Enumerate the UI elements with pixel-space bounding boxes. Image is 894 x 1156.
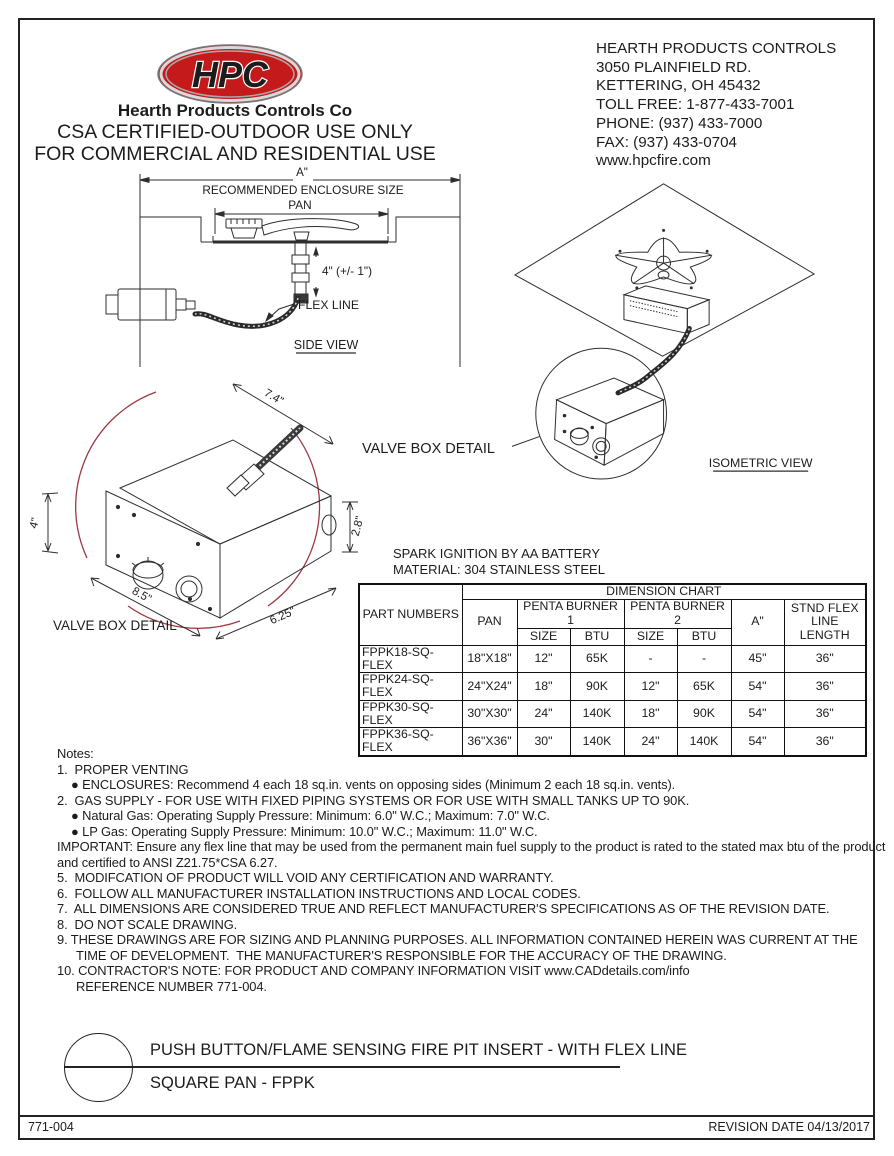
contact-line: PHONE: (937) 433-7000 xyxy=(596,114,763,132)
cell-a: 54" xyxy=(731,673,784,701)
contact-line: 3050 PLAINFIELD RD. xyxy=(596,58,752,76)
note-line: ● Natural Gas: Operating Supply Pressure: Minimum: 6.0" W.C.; Maximum: 7.0" W.C. xyxy=(71,808,550,823)
enclosure-size-label: RECOMMENDED ENCLOSURE SIZE xyxy=(202,183,404,197)
spark-line-1: SPARK IGNITION BY AA BATTERY xyxy=(393,546,601,561)
company-name: Hearth Products Controls Co xyxy=(117,101,353,120)
table-title: DIMENSION CHART xyxy=(462,584,866,599)
cell-a: 54" xyxy=(731,728,784,756)
spark-ignition-note xyxy=(393,546,605,577)
col-size-2: SIZE xyxy=(624,628,677,645)
cell-burner2-size: 24" xyxy=(624,728,677,756)
cell-a: 54" xyxy=(731,700,784,728)
valve-box-detail-title: VALVE BOX DETAIL xyxy=(53,618,177,633)
hpc-logo-icon xyxy=(155,42,305,106)
document-number: 771-004 xyxy=(28,1120,74,1134)
cell-pan: 18"X18" xyxy=(462,645,517,673)
note-line: IMPORTANT: Ensure any flex line that may be used from the permanent main fuel supply to the product is rated to the stated max btu of the product xyxy=(57,839,886,854)
col-btu-1: BTU xyxy=(570,628,624,645)
cell-a: 45" xyxy=(731,645,784,673)
note-line: and certified to ANSI Z21.75*CSA 6.27. xyxy=(57,854,278,870)
contact-block xyxy=(596,40,836,171)
note-line: ● ENCLOSURES: Recommend 4 each 18 sq.in. vents on opposing sides (Minimum 2 each 18 sq.in. vents). xyxy=(71,777,676,792)
cell-part-number: FPPK24-SQ-FLEX xyxy=(359,673,462,701)
contact-line: FAX: (937) 433-0704 xyxy=(596,133,737,151)
flex-line-label: FLEX LINE xyxy=(298,298,359,312)
note-line: 5. MODIFCATION OF PRODUCT WILL VOID ANY CERTIFICATION AND WARRANTY. xyxy=(57,870,554,885)
note-line: REFERENCE NUMBER 771-004. xyxy=(76,978,267,994)
col-penta-burner-2: PENTA BURNER 2 xyxy=(624,599,731,628)
note-line: 6. FOLLOW ALL MANUFACTURER INSTALLATION INSTRUCTIONS AND LOCAL CODES. xyxy=(57,885,581,901)
cell-burner1-btu: 90K xyxy=(570,673,624,701)
col-size-1: SIZE xyxy=(517,628,570,645)
footer-divider xyxy=(18,1115,875,1117)
contact-line: TOLL FREE: 1-877-433-7001 xyxy=(596,96,795,114)
revision-date: REVISION DATE 04/13/2017 xyxy=(708,1120,870,1134)
note-line: 9. THESE DRAWINGS ARE FOR SIZING AND PLANNING PURPOSES. ALL INFORMATION CONTAINED HEREIN WAS CURRENT AT THE xyxy=(57,932,858,947)
cell-burner2-btu: - xyxy=(677,645,731,673)
dim-4-label: 4" (+/- 1") xyxy=(322,264,373,278)
notes-section xyxy=(57,746,885,994)
cell-flex-length: 36" xyxy=(784,645,866,673)
cell-burner1-size: 30" xyxy=(517,728,570,756)
col-part-numbers: PART NUMBERS xyxy=(359,584,462,645)
cell-flex-length: 36" xyxy=(784,728,866,756)
dim-a-label: A" xyxy=(296,167,308,179)
col-btu-2: BTU xyxy=(677,628,731,645)
note-line: 10. CONTRACTOR'S NOTE: FOR PRODUCT AND COMPANY INFORMATION VISIT www.CADdetails.com/info xyxy=(57,963,690,978)
col-stnd-flex: STND FLEX LINE LENGTH xyxy=(784,599,866,645)
cell-burner2-size: 18" xyxy=(624,700,677,728)
certification-line-2: FOR COMMERCIAL AND RESIDENTIAL USE xyxy=(34,143,436,165)
cell-pan: 24"X24" xyxy=(462,673,517,701)
valve-box-detail-callout: VALVE BOX DETAIL xyxy=(362,441,495,457)
dim-85-label: 8.5" xyxy=(129,585,154,606)
drawing-title-line-2: SQUARE PAN - FPPK xyxy=(150,1074,315,1092)
cell-flex-length: 36" xyxy=(784,673,866,701)
title-block-circle xyxy=(64,1033,133,1102)
cell-pan: 36"X36" xyxy=(462,728,517,756)
note-line: 2. GAS SUPPLY - FOR USE WITH FIXED PIPING SYSTEMS OR FOR USE WITH SMALL TANKS UP TO 90K. xyxy=(57,792,690,808)
dim-4-label: 4" xyxy=(28,516,43,530)
contact-line: KETTERING, OH 45432 xyxy=(596,77,761,95)
contact-line: HEARTH PRODUCTS CONTROLS xyxy=(596,40,837,57)
col-a: A" xyxy=(731,599,784,645)
cell-burner1-size: 24" xyxy=(517,700,570,728)
pan-label: PAN xyxy=(288,198,312,212)
side-view-title: SIDE VIEW xyxy=(293,338,359,352)
cell-burner2-btu: 65K xyxy=(677,673,731,701)
col-pan: PAN xyxy=(462,599,517,645)
notes-list xyxy=(57,762,885,995)
logo-text: HPC xyxy=(191,54,269,95)
notes-title: Notes: xyxy=(57,746,94,761)
isometric-view-title: ISOMETRIC VIEW xyxy=(708,456,813,471)
certification-line-1: CSA CERTIFIED-OUTDOOR USE ONLY xyxy=(57,121,413,143)
cell-part-number: FPPK18-SQ-FLEX xyxy=(359,645,462,673)
note-line: 7. ALL DIMENSIONS ARE CONSIDERED TRUE AND REFLECT MANUFACTURER'S SPECIFICATIONS AS OF THE REVISION DATE. xyxy=(57,901,830,916)
cell-burner1-size: 12" xyxy=(517,645,570,673)
cell-pan: 30"X30" xyxy=(462,700,517,728)
dimension-chart-table xyxy=(358,583,867,757)
contact-line: www.hpcfire.com xyxy=(596,152,711,170)
note-line: ● LP Gas: Operating Supply Pressure: Minimum: 10.0" W.C.; Maximum: 11.0" W.C. xyxy=(71,823,538,839)
drawing-title-line-1: PUSH BUTTON/FLAME SENSING FIRE PIT INSERT - WITH FLEX LINE xyxy=(150,1041,687,1059)
valve-box-detail-drawing xyxy=(28,376,368,654)
dim-625-label: 6.25" xyxy=(268,605,298,628)
cell-flex-length: 36" xyxy=(784,700,866,728)
dim-28-label: 2.8" xyxy=(349,514,367,538)
table-row xyxy=(359,673,866,701)
spark-line-2: MATERIAL: 304 STAINLESS STEEL xyxy=(393,561,605,577)
title-block-divider xyxy=(64,1066,620,1068)
note-line: 8. DO NOT SCALE DRAWING. xyxy=(57,916,238,932)
table-row xyxy=(359,700,866,728)
col-penta-burner-1: PENTA BURNER 1 xyxy=(517,599,624,628)
cell-part-number: FPPK36-SQ-FLEX xyxy=(359,728,462,756)
cell-burner1-btu: 140K xyxy=(570,728,624,756)
isometric-view-drawing xyxy=(360,168,876,483)
note-line: 1. PROPER VENTING xyxy=(57,761,189,777)
cell-burner1-size: 18" xyxy=(517,673,570,701)
cell-burner1-btu: 140K xyxy=(570,700,624,728)
dim-74-label: 7.4" xyxy=(261,387,286,408)
cell-burner2-size: - xyxy=(624,645,677,673)
cell-burner2-btu: 90K xyxy=(677,700,731,728)
table-row xyxy=(359,645,866,673)
cell-burner1-btu: 65K xyxy=(570,645,624,673)
cell-burner2-btu: 140K xyxy=(677,728,731,756)
cell-burner2-size: 12" xyxy=(624,673,677,701)
note-line: TIME OF DEVELOPMENT. THE MANUFACTURER'S RESPONSIBLE FOR THE ACCURACY OF THE DRAWING. xyxy=(76,947,727,963)
cell-part-number: FPPK30-SQ-FLEX xyxy=(359,700,462,728)
